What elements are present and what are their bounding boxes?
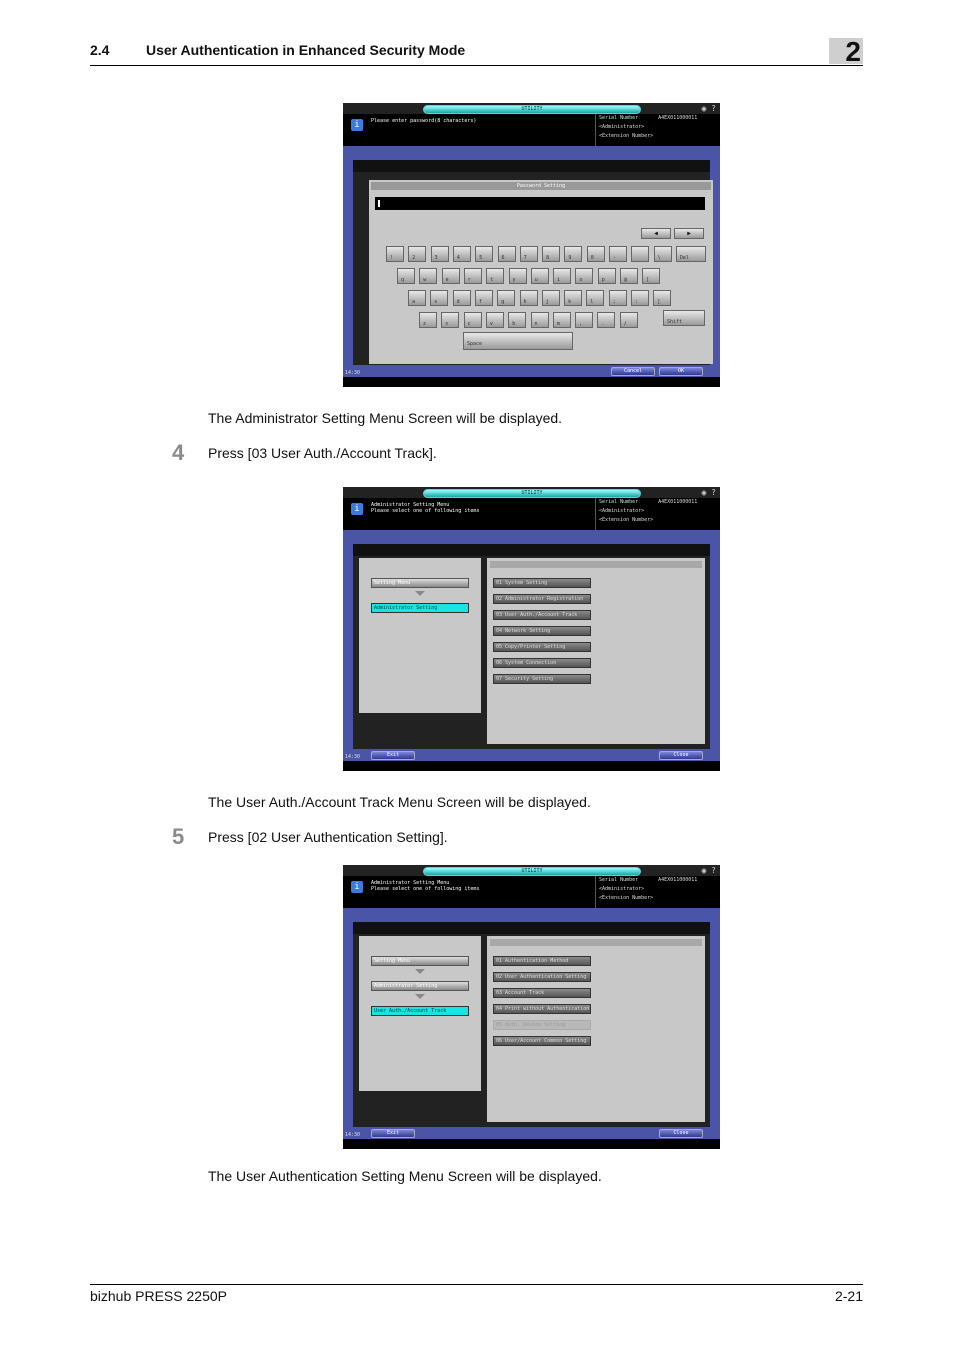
keyboard-key[interactable]: - xyxy=(609,246,627,262)
keyboard-key[interactable]: 8 xyxy=(542,246,560,262)
keyboard-panel xyxy=(369,180,713,364)
header-rule xyxy=(90,65,863,66)
clock: 14:30 xyxy=(345,1132,361,1138)
help-icon[interactable]: ◉ ? xyxy=(701,866,716,875)
help-icon[interactable]: ◉ ? xyxy=(701,488,716,497)
chapter-number: 2 xyxy=(845,36,861,67)
password-input[interactable] xyxy=(375,197,705,210)
keyboard-key[interactable]: r xyxy=(464,268,482,284)
space-key[interactable]: Space xyxy=(463,332,573,350)
keyboard-key[interactable]: 3 xyxy=(431,246,449,262)
keyboard-key[interactable]: 7 xyxy=(520,246,538,262)
password-screen xyxy=(343,103,720,387)
step-number: 5 xyxy=(172,824,185,849)
utility-label: UTILITY xyxy=(423,867,641,876)
keyboard-key[interactable]: 0 xyxy=(587,246,605,262)
serial-info: Serial Number A4EX011000011 <Administrator> <Extension Number> xyxy=(595,876,720,908)
menu-item-administrator-registration[interactable]: 02 Administrator Registration xyxy=(493,594,591,604)
product-name: bizhub PRESS 2250P xyxy=(90,1288,227,1304)
administrator-setting-button[interactable]: Administrator Setting xyxy=(371,981,469,991)
keyboard-key[interactable]: ] xyxy=(653,290,671,306)
user-auth-account-track-button[interactable]: User Auth./Account Track xyxy=(371,1006,469,1016)
keyboard-key[interactable]: l xyxy=(586,290,604,306)
chevron-down-icon xyxy=(415,591,425,596)
keyboard-key[interactable]: a xyxy=(408,290,426,306)
clock: 14:30 xyxy=(345,370,361,376)
panel-title: Password Setting xyxy=(371,182,711,190)
keyboard-key[interactable]: f xyxy=(475,290,493,306)
keyboard-key[interactable]: j xyxy=(542,290,560,306)
menu-item-account-track[interactable]: 03 Account Track xyxy=(493,988,591,998)
menu-item-print-without-authentication[interactable]: 04 Print without Authentication xyxy=(493,1004,591,1014)
keyboard-key[interactable]: h xyxy=(520,290,538,306)
keyboard-key[interactable]: q xyxy=(397,268,415,284)
menu-item-system-connection[interactable]: 06 System Connection xyxy=(493,658,591,668)
menu-list-panel xyxy=(487,558,705,744)
keyboard-key[interactable]: / xyxy=(620,312,638,328)
menu-item-user-authentication-setting[interactable]: 02 User Authentication Setting xyxy=(493,972,591,982)
menu-item-copy-printer-setting[interactable]: 05 Copy/Printer Setting xyxy=(493,642,591,652)
menu-item-system-setting[interactable]: 01 System Setting xyxy=(493,578,591,588)
keyboard-key[interactable]: Del xyxy=(676,246,706,262)
keyboard-key[interactable]: p xyxy=(598,268,616,284)
keyboard-key[interactable]: 2 xyxy=(408,246,426,262)
step-text: Press [02 User Authentication Setting]. xyxy=(208,829,448,845)
keyboard-key[interactable]: z xyxy=(419,312,437,328)
menu-item-security-setting[interactable]: 07 Security Setting xyxy=(493,674,591,684)
info-icon: i xyxy=(351,881,363,893)
utility-label: UTILITY xyxy=(423,489,641,498)
keyboard-key[interactable]: b xyxy=(508,312,526,328)
keyboard-key[interactable]: @ xyxy=(620,268,638,284)
keyboard-key[interactable]: . xyxy=(597,312,615,328)
breadcrumb-panel xyxy=(359,558,481,713)
ok-button[interactable]: OK xyxy=(659,367,703,376)
shift-key[interactable]: Shift xyxy=(663,310,705,326)
utility-label: UTILITY xyxy=(423,105,641,114)
keyboard-key[interactable]: 5 xyxy=(475,246,493,262)
clock: 14:30 xyxy=(345,754,361,760)
user-auth-menu-screen xyxy=(343,865,720,1149)
menu-item-auth-device-setting: 05 Auth. Device Setting xyxy=(493,1020,591,1030)
menu-list-panel xyxy=(487,936,705,1122)
keyboard-key[interactable]: y xyxy=(509,268,527,284)
cursor-left-button[interactable]: ◀ xyxy=(641,228,671,239)
screen-message: Please enter password(8 characters) xyxy=(371,118,477,124)
menu-item-user-auth-account-track[interactable]: 03 User Auth./Account Track xyxy=(493,610,591,620)
keyboard-key[interactable]: g xyxy=(497,290,515,306)
breadcrumb-panel xyxy=(359,936,481,1091)
help-icon[interactable]: ◉ ? xyxy=(701,104,716,113)
keyboard-key[interactable]: ; xyxy=(609,290,627,306)
keyboard-key[interactable]: k xyxy=(564,290,582,306)
keyboard-key[interactable]: [ xyxy=(642,268,660,284)
cancel-button[interactable]: Cancel xyxy=(611,367,655,376)
paragraph: The User Authentication Setting Menu Screen will be displayed. xyxy=(208,1168,602,1184)
info-icon: i xyxy=(351,503,363,515)
keyboard-key[interactable]: 6 xyxy=(498,246,516,262)
keyboard-key[interactable]: s xyxy=(430,290,448,306)
serial-info: Serial Number A4EX011000011 <Administrator> <Extension Number> xyxy=(595,114,720,146)
step-text: Press [03 User Auth./Account Track]. xyxy=(208,445,437,461)
keyboard-key[interactable]: m xyxy=(553,312,571,328)
admin-menu-screen xyxy=(343,487,720,771)
keyboard-key[interactable]: v xyxy=(486,312,504,328)
keyboard-key[interactable]: i xyxy=(553,268,571,284)
keyboard-key[interactable]: c xyxy=(464,312,482,328)
keyboard-key[interactable]: u xyxy=(531,268,549,284)
setting-menu-button[interactable]: Setting Menu xyxy=(371,578,469,588)
exit-button[interactable]: Exit xyxy=(371,751,415,760)
keyboard-key[interactable]: \ xyxy=(654,246,672,262)
footer-rule xyxy=(90,1284,863,1285)
paragraph: The User Auth./Account Track Menu Screen will be displayed. xyxy=(208,794,591,810)
keyboard-key[interactable]: : xyxy=(631,290,649,306)
menu-item-network-setting[interactable]: 04 Network Setting xyxy=(493,626,591,636)
section-number: 2.4 xyxy=(90,42,110,58)
serial-info: Serial Number A4EX011000011 <Administrator> <Extension Number> xyxy=(595,498,720,530)
keyboard-key[interactable] xyxy=(631,246,649,262)
keyboard-key[interactable]: n xyxy=(531,312,549,328)
menu-item-authentication-method[interactable]: 01 Authentication Method xyxy=(493,956,591,966)
keyboard-key[interactable]: 4 xyxy=(453,246,471,262)
keyboard-key[interactable]: ! xyxy=(386,246,404,262)
screen-message: Administrator Setting Menu Please select one of following items xyxy=(371,880,480,892)
keyboard-key[interactable]: d xyxy=(453,290,471,306)
cursor-right-button[interactable]: ▶ xyxy=(674,228,704,239)
keyboard-key[interactable]: o xyxy=(575,268,593,284)
keyboard-key[interactable]: t xyxy=(486,268,504,284)
keyboard-key[interactable]: 9 xyxy=(564,246,582,262)
administrator-setting-button[interactable]: Administrator Setting xyxy=(371,603,469,613)
chevron-down-icon xyxy=(415,994,425,999)
step-number: 4 xyxy=(172,440,185,465)
close-button[interactable]: Close xyxy=(659,751,703,760)
page-number: 2-21 xyxy=(834,1288,863,1304)
keyboard-key[interactable]: x xyxy=(441,312,459,328)
chevron-down-icon xyxy=(415,969,425,974)
screen-message: Administrator Setting Menu Please select one of following items xyxy=(371,502,480,514)
setting-menu-button[interactable]: Setting Menu xyxy=(371,956,469,966)
close-button[interactable]: Close xyxy=(659,1129,703,1138)
keyboard-key[interactable]: e xyxy=(442,268,460,284)
keyboard-key[interactable]: , xyxy=(575,312,593,328)
info-icon: i xyxy=(351,119,363,131)
paragraph: The Administrator Setting Menu Screen will be displayed. xyxy=(208,410,563,426)
menu-item-user-account-common-setting[interactable]: 06 User/Account Common Setting xyxy=(493,1036,591,1046)
keyboard-key[interactable]: w xyxy=(419,268,437,284)
section-title: User Authentication in Enhanced Security Mode xyxy=(146,42,466,58)
exit-button[interactable]: Exit xyxy=(371,1129,415,1138)
